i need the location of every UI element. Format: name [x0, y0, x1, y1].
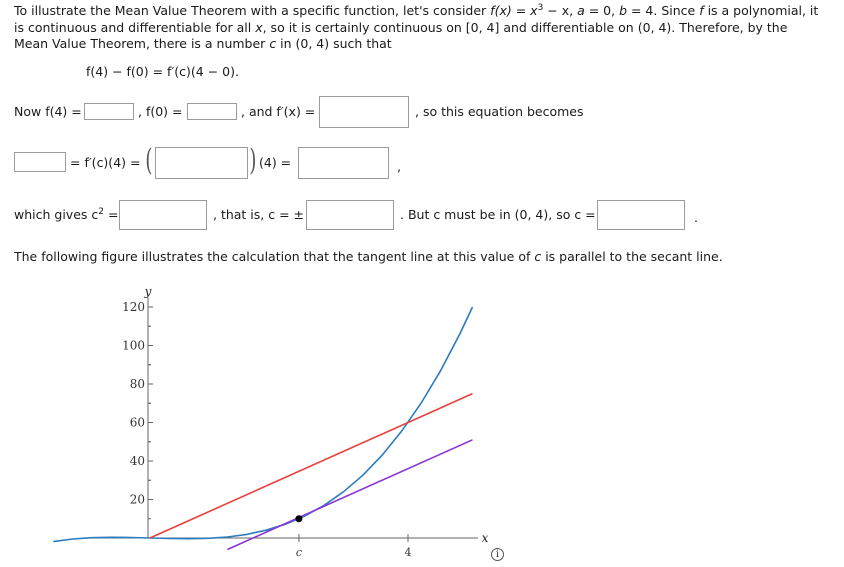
close-paren: ): [249, 143, 257, 178]
open-interval: (0, 4): [637, 19, 672, 35]
row2-comma: ,: [397, 159, 401, 174]
intro-text-8: such that: [329, 36, 392, 51]
chart-points: [295, 515, 302, 522]
var-x: x: [530, 3, 538, 18]
times-4-label: (4) =: [259, 155, 292, 170]
caption-text-1: The following figure illustrates the calculation that the tangent line at this value of: [14, 249, 535, 264]
but-c-text: . But c must be in: [400, 207, 511, 222]
y-tick-label: 40: [129, 454, 145, 468]
chart-axes: [85, 284, 489, 545]
mvt-equation: f(4) − f(0) = f′(c)(4 − 0).: [86, 64, 239, 79]
equation-becomes-text: , so this equation becomes: [415, 104, 584, 119]
var-c: c: [269, 36, 277, 51]
y-tick-label: 80: [129, 377, 145, 391]
interval-0-4: (0, 4): [514, 207, 549, 222]
y-tick-label: 120: [122, 300, 145, 314]
tangent-point: [295, 515, 302, 522]
caption-text-2: is parallel to the secant line.: [541, 249, 723, 264]
exponent-3: 3: [537, 3, 544, 13]
intro-text-6: . Therefore, by the Mean Value Theorem, there is a number: [14, 19, 788, 51]
b-value: = 4: [627, 3, 654, 18]
intro-text-5: and differentiable on: [499, 19, 638, 35]
intro-eq: =: [511, 3, 531, 18]
open-paren: (: [145, 143, 153, 178]
var-x-2: x: [255, 19, 263, 35]
info-icon[interactable]: i: [491, 548, 504, 561]
intro-text-4: , so it is certainly continuous on: [262, 19, 466, 35]
x-axis-label: x: [481, 531, 489, 545]
that-is-label: , that is, c = ±: [213, 207, 305, 222]
var-f: f: [699, 3, 704, 18]
intro-text-7: in: [276, 36, 296, 51]
chart-ticks: [122, 300, 411, 559]
which-gives-text: which gives c: [14, 207, 99, 222]
x-tick-label: 4: [404, 546, 412, 559]
function-f-of-x: f(x): [490, 3, 512, 18]
c2-eq: =: [103, 207, 119, 222]
open-interval-2: (0, 4): [295, 36, 330, 51]
intro-text-1: To illustrate the Mean Value Theorem with a specific function, let's consider: [14, 3, 491, 18]
y-tick-label: 100: [122, 338, 145, 353]
so-c-text: , so c =: [548, 207, 596, 222]
curve-series: [53, 307, 472, 542]
f0-label: , f(0) =: [138, 104, 183, 119]
a-value: = 0,: [584, 3, 620, 18]
tangent-line: [227, 440, 472, 550]
intro-text-2: . Since: [653, 3, 700, 18]
caption-c: c: [534, 249, 542, 264]
fprime-c-4-label: = f′(c)(4) =: [70, 155, 141, 170]
intro-text-3: is a polynomial, it is continuous and differentiable for all: [14, 3, 819, 35]
var-a: a: [577, 3, 585, 18]
y-tick-label: 20: [129, 492, 145, 507]
row3-period: .: [694, 210, 698, 225]
fprime-label: , and f′(x) =: [241, 104, 316, 119]
minus-x: − x,: [543, 3, 578, 18]
closed-interval: [0, 4]: [465, 19, 500, 35]
exponent-2: 2: [98, 207, 104, 217]
var-b: b: [619, 3, 627, 18]
now-f4-label: Now f(4) =: [14, 104, 82, 119]
chart-series: [53, 307, 472, 550]
y-tick-label: 60: [129, 415, 145, 430]
x-tick-label: c: [295, 546, 303, 559]
y-axis-label: y: [144, 284, 152, 299]
secant-line: [150, 394, 473, 538]
